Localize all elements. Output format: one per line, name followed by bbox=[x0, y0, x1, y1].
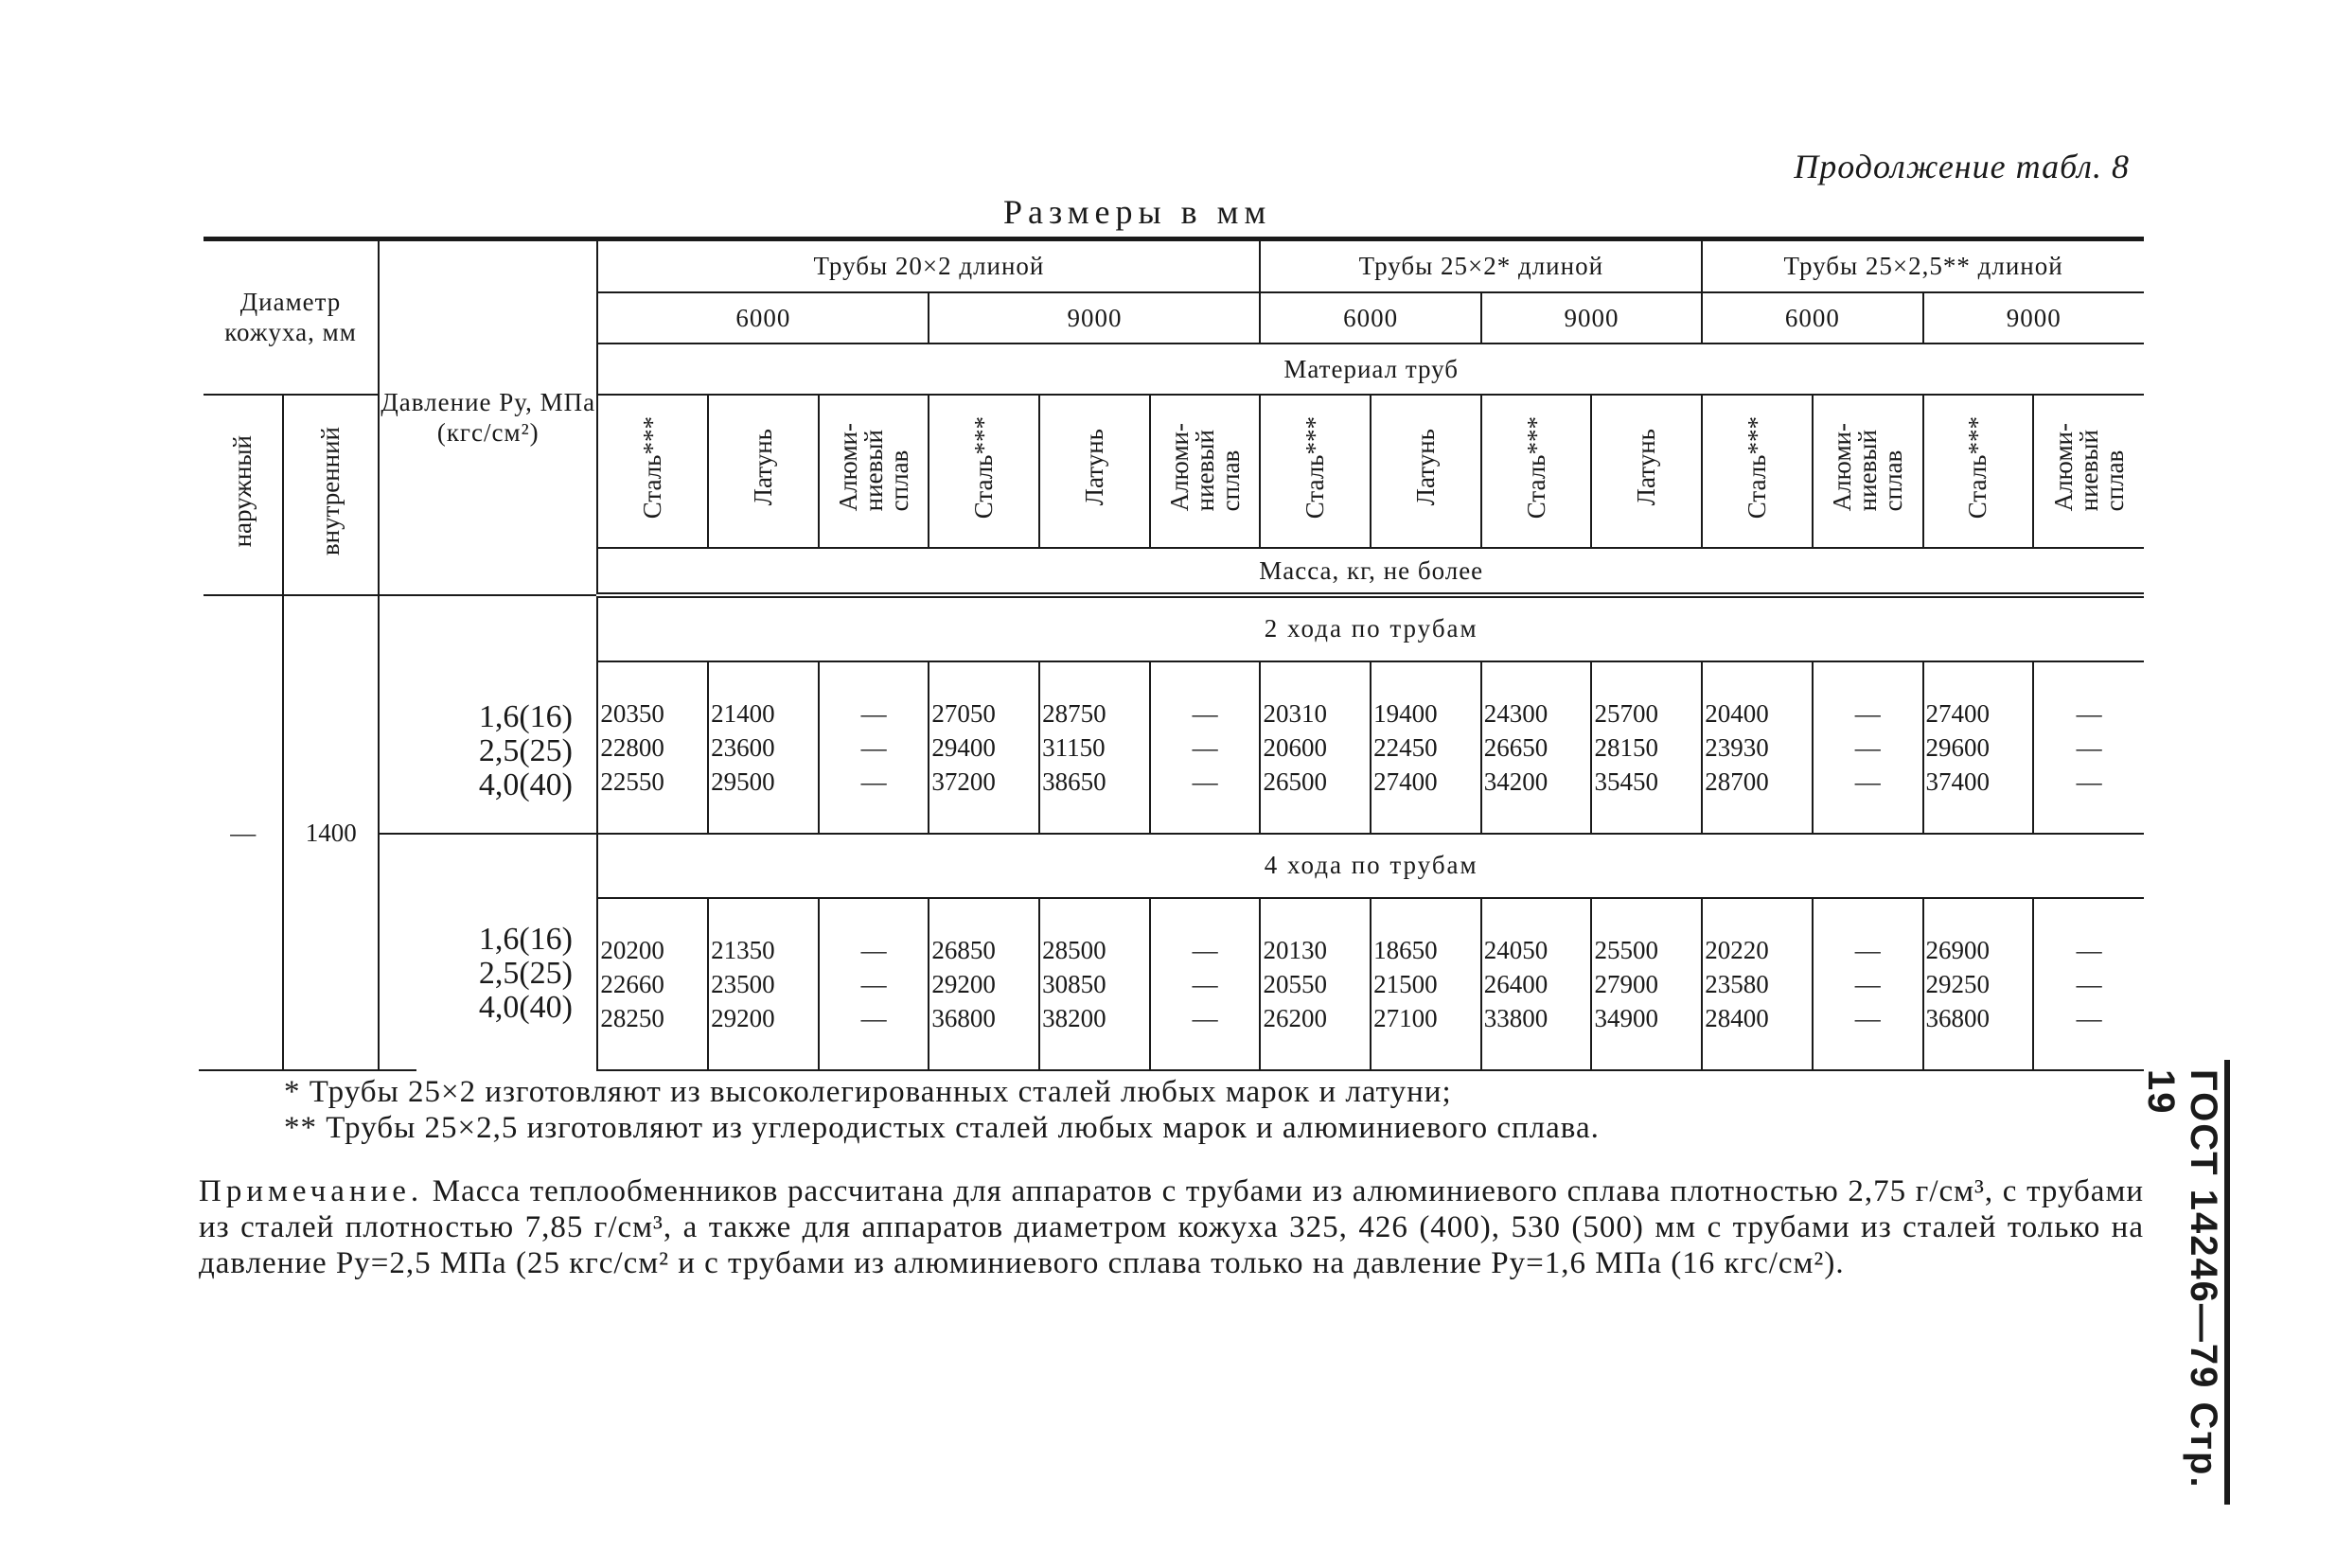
material-cell bbox=[597, 395, 708, 548]
material-cell bbox=[1260, 395, 1371, 548]
material-cell bbox=[819, 395, 929, 548]
material-cell bbox=[1813, 395, 1923, 548]
material-label: Алюми- ниевый сплав bbox=[833, 423, 913, 512]
footnote: * Трубы 25×2 изготовляют из высоколегированных сталей любых марок и латуни; bbox=[284, 1075, 1452, 1109]
pressure-values: 1,6(16) 2,5(25) 4,0(40) bbox=[478, 699, 573, 802]
mass-values: 21400 23600 29500 bbox=[708, 661, 819, 834]
material-cell bbox=[1481, 395, 1592, 548]
material-label: Сталь*** bbox=[1743, 415, 1772, 520]
mass-values: — — — bbox=[1150, 898, 1261, 1070]
inner-diameter-value: 1400 bbox=[283, 595, 379, 1070]
material-label: Латунь bbox=[748, 429, 777, 506]
section-title: 2 хода по трубам bbox=[597, 595, 2144, 661]
material-cell bbox=[2033, 395, 2144, 548]
material-label: Латунь bbox=[1410, 429, 1440, 506]
diameter-header: Диаметр кожуха, мм bbox=[204, 239, 379, 395]
tube-group-25x25: Трубы 25×2,5** длиной bbox=[1702, 239, 2144, 292]
material-label: Алюми- ниевый сплав bbox=[2048, 423, 2129, 512]
outer-diameter-label: наружный bbox=[228, 434, 257, 548]
mass-values: 20200 22660 28250 bbox=[597, 898, 708, 1070]
mass-values: 18650 21500 27100 bbox=[1371, 898, 1481, 1070]
mass-values: — — — bbox=[819, 898, 929, 1070]
material-cell bbox=[1150, 395, 1261, 548]
units-caption: Размеры в мм bbox=[1003, 193, 1272, 231]
material-label: Алюми- ниевый сплав bbox=[1827, 423, 1907, 512]
tube-group-20x2: Трубы 20×2 длиной bbox=[597, 239, 1260, 292]
length-header: 6000 bbox=[1702, 292, 1922, 344]
mass-values: 24300 26650 34200 bbox=[1481, 661, 1592, 834]
material-label: Сталь*** bbox=[638, 415, 667, 520]
mass-values: 28500 30850 38200 bbox=[1039, 898, 1150, 1070]
footnotes bbox=[284, 1074, 1600, 1146]
tube-group-25x2: Трубы 25×2* длиной bbox=[1260, 239, 1702, 292]
material-cell bbox=[708, 395, 819, 548]
mass-values: — — — bbox=[819, 661, 929, 834]
mass-values: 28750 31150 38650 bbox=[1039, 661, 1150, 834]
material-cell bbox=[1923, 395, 2034, 548]
pressure-header: Давление Pу, МПа (кгс/см²) bbox=[379, 239, 597, 595]
mass-values: 20400 23930 28700 bbox=[1702, 661, 1813, 834]
material-cell bbox=[1591, 395, 1702, 548]
note-lead: Примечание. bbox=[199, 1174, 424, 1208]
footnote-rule bbox=[199, 1069, 416, 1071]
side-rule bbox=[2224, 1060, 2230, 1505]
continuation-label: Продолжение табл. 8 bbox=[1794, 148, 2130, 185]
material-cell bbox=[1371, 395, 1481, 548]
inner-diameter-header bbox=[283, 395, 379, 595]
mass-values: 20220 23580 28400 bbox=[1702, 898, 1813, 1070]
mass-values: — — — bbox=[2033, 898, 2144, 1070]
footnote: ** Трубы 25×2,5 изготовляют из углеродистых сталей любых марок и алюминиевого сплава. bbox=[284, 1111, 1600, 1145]
length-header: 6000 bbox=[1260, 292, 1480, 344]
note-text: Масса теплообменников рассчитана для аппаратов с трубами из алюминиевого сплава плотностью 2,75 г/см³, с трубами из сталей плотностью 7,85 г/см³, а также для аппаратов диаметром кожуха 325, 426 (400), 530 (500) мм с трубами из сталей только на давление Pу=2,5 МПа (25 кгс/см² и с трубами из алюминиевого сплава только на давление Pу=1,6 МПа (16 кгс/см²). bbox=[199, 1174, 2144, 1280]
mass-values: 19400 22450 27400 bbox=[1371, 661, 1481, 834]
mass-values: 27400 29600 37400 bbox=[1923, 661, 2034, 834]
material-header: Материал труб bbox=[597, 344, 2144, 395]
outer-diameter-value: — bbox=[204, 595, 283, 1070]
mass-values: 20130 20550 26200 bbox=[1260, 898, 1371, 1070]
material-label: Латунь bbox=[1632, 429, 1661, 506]
length-header: 9000 bbox=[929, 292, 1260, 344]
mass-header: Масса, кг, не более bbox=[597, 548, 2144, 595]
material-cell bbox=[1039, 395, 1150, 548]
material-cell bbox=[1702, 395, 1813, 548]
material-label: Латунь bbox=[1079, 429, 1108, 506]
mass-values: — — — bbox=[1813, 661, 1923, 834]
mass-values: — — — bbox=[1150, 661, 1261, 834]
mass-values: 26850 29200 36800 bbox=[929, 898, 1039, 1070]
mass-values: 25700 28150 35450 bbox=[1591, 661, 1702, 834]
pressure-values: 1,6(16) 2,5(25) 4,0(40) bbox=[478, 922, 573, 1025]
mass-values: 24050 26400 33800 bbox=[1481, 898, 1592, 1070]
mass-values: — — — bbox=[1813, 898, 1923, 1070]
length-header: 6000 bbox=[597, 292, 929, 344]
mass-values: 26900 29250 36800 bbox=[1923, 898, 2034, 1070]
material-label: Сталь*** bbox=[1963, 415, 1992, 520]
page-side-label: ГОСТ 14246—79 Стр. 19 bbox=[2140, 1069, 2224, 1489]
outer-diameter-header bbox=[204, 395, 283, 595]
note bbox=[199, 1173, 2144, 1281]
section-title: 4 хода по трубам bbox=[597, 834, 2144, 898]
mass-values: 20310 20600 26500 bbox=[1260, 661, 1371, 834]
material-label: Сталь*** bbox=[969, 415, 999, 520]
mass-values: 21350 23500 29200 bbox=[708, 898, 819, 1070]
mass-values: — — — bbox=[2033, 661, 2144, 834]
length-header: 9000 bbox=[1481, 292, 1702, 344]
mass-values: 25500 27900 34900 bbox=[1591, 898, 1702, 1070]
material-cell bbox=[929, 395, 1039, 548]
material-label: Алюми- ниевый сплав bbox=[1164, 423, 1245, 512]
inner-diameter-label: внутренний bbox=[316, 426, 345, 556]
mass-values: 20350 22800 22550 bbox=[597, 661, 708, 834]
length-header: 9000 bbox=[1923, 292, 2144, 344]
material-label: Сталь*** bbox=[1521, 415, 1550, 520]
mass-values: 27050 29400 37200 bbox=[929, 661, 1039, 834]
material-label: Сталь*** bbox=[1301, 415, 1330, 520]
